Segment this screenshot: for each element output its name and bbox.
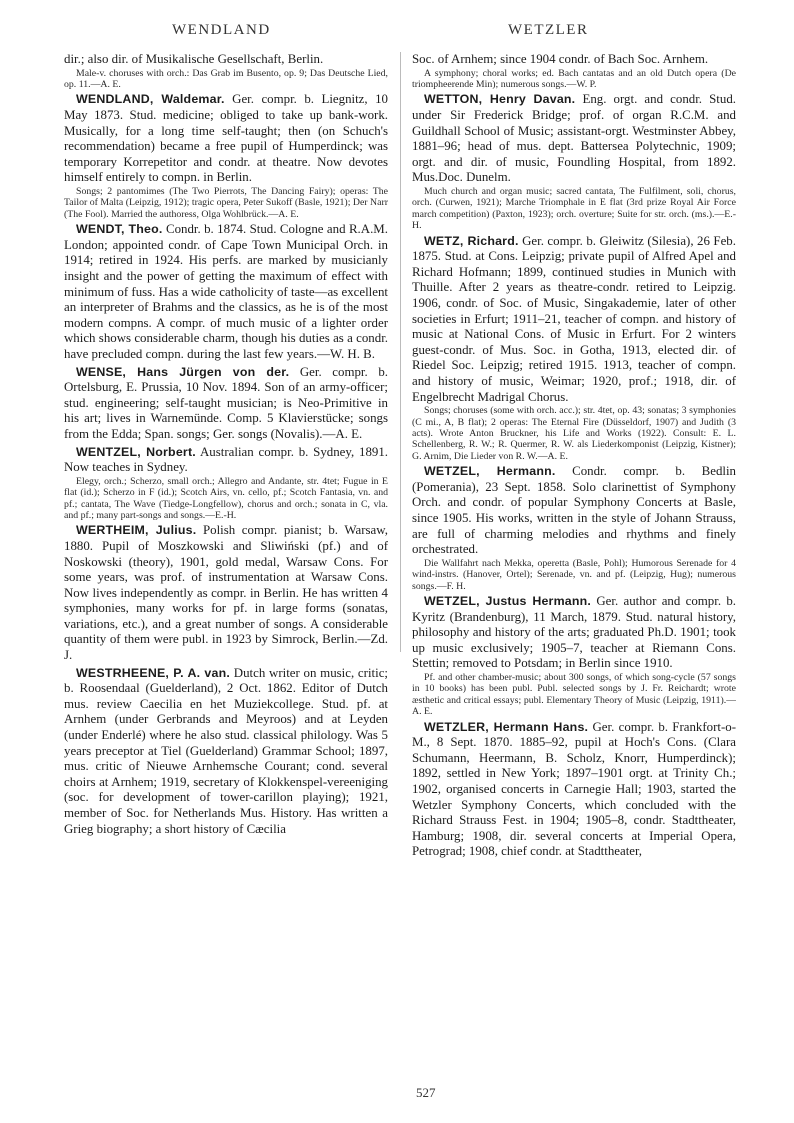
entry-body	[64, 92, 388, 186]
dictionary-entry	[64, 365, 388, 443]
entry-works: Much church and organ music; sacred cantata, The Fulfilment, soli, chorus, orch. (Curwen, 1921); Marche Triomphale in E flat (3rd prize Royal Air Force march competition) (Paxton, 1923); orch. overture; Suite for str. orch. (ms.).—E.-H.	[412, 185, 736, 232]
entry-works: Pf. and other chamber-music; about 300 songs, of which song-cycle (57 songs in 10 books) has been publ. Publ. selected songs by J. Fr. Reichardt; wrote æsthetic and critical essays; publ. Elementary Theory of Music (Leipzig, 1911).—A. E.	[412, 671, 736, 718]
entry-text: Ger. compr. b. Ortelsburg, E. Prussia, 10 Nov. 1894. Son of an army-officer; stud. engineering; self-taught musician; is Neo-Primitive in his art; lives in Warnemünde. Comp. 5 Klavierstücke; songs from the Edda; Span. songs; Ger. songs (Novalis).—A. E.	[64, 364, 388, 441]
entry-works: Elegy, orch.; Scherzo, small orch.; Allegro and Andante, str. 4tet; Fugue in E flat (id.); Scherzo in F (id.); Scotch Airs, vn. cello, pf.; Scotch Fantasia, vn. and pf.; cantata, The Wave (Tiedge-Longfellow), chorus and orch.; sonata in C, vla. and pf.; many part-songs and songs.—E.-H.	[64, 475, 388, 521]
entry-body	[64, 365, 388, 443]
running-head-right: WETZLER	[508, 22, 589, 38]
entry-works: Songs; choruses (some with orch. acc.); str. 4tet, op. 43; sonatas; 3 symphonies (C mi., A, B flat); 2 operas: The Eternal Fire (Düsseldorf, 1907) and Judith (3 acts). Wrote Anton Bruckner, his Life and Works (1922). Consult: E. L. Schellenberg, R. W.; R. Quermer, R. W. als Liederkomponist (Leipzig, Kistner); G. Arnim, Die Lieder von R. W.—A. E.	[412, 405, 736, 462]
dictionary-entry	[412, 464, 736, 592]
entry-headword: WENDLAND, Waldemar.	[76, 92, 225, 107]
entry-text: Ger. compr. b. Gleiwitz (Silesia), 26 Feb. 1875. Stud. at Cons. Leipzig; private pupil of Alfred Apel and Richard Hofmann; 1899, continued studies in Munich with Thuille. After 2 years as theatre-condr. retired to Leipzig. 1906, condr. of Soc. of Music, Singakademie, later of other societies in Erfurt; 1911–21, teacher of compn. and history of music at National Cons. of Music in Erfurt. For 2 winters guest-condr. of Mus. Soc. in Gotha, 1913, elected dir. of Riedel Soc. Leipzig; retired 1915. 1913, teacher of compn. and history of music, Weimar; 1920, prof.; 1918, dir. of Engelbrecht Madrigal Chorus.	[412, 233, 736, 404]
dictionary-entry	[64, 445, 388, 522]
entry-continuation	[412, 52, 736, 90]
entry-works: A symphony; choral works; ed. Bach cantatas and an old Dutch opera (De triomphеerende Min); numerous songs.—W. P.	[412, 67, 736, 90]
dictionary-entry	[412, 92, 736, 231]
entry-text: Condr. compr. b. Bedlin (Pomerania), 23 Sept. 1858. Solo clarinettist of Symphony Orch. and condr. of popular Symphony Concerts at Basle, since 1905. His works, written in the style of Johann Strauss, are full of charming melodies and rhythms and finely orchestrated.	[412, 464, 736, 557]
entry-text: dir.; also dir. of Musikalische Gesellschaft, Berlin.	[64, 52, 324, 66]
entry-body	[64, 222, 388, 362]
entry-text: Eng. orgt. and condr. Stud. under Sir Frederick Bridge; prof. of organ R.C.M. and Guildhall School of Music; assistant-orgt. Westminster Abbey, 1881–96; head of mus. dept. Battersea Polytechnic, 1909; orgt. and dir. of music, Foundling Hospital, from 1892. Mus.Doc. Dunelm.	[412, 92, 736, 185]
dictionary-entry	[412, 594, 736, 718]
dictionary-entry	[64, 92, 388, 220]
left-column	[64, 52, 388, 837]
entry-text: Australian compr. b. Sydney, 1891. Now teaches in Sydney.	[64, 444, 388, 475]
entry-body	[412, 52, 736, 68]
entry-text: Condr. b. 1874. Stud. Cologne and R.A.M. London; appointed condr. of Cape Town Municipal Orch. in 1914; retired in 1924. His perfs. are marked by musicianly insight and the power of getting the maximum of effect with minimum of fuss. Has a wide catholicity of taste—as excellent an interpreter of Brahms and the classics, as he is of the most modern compns. A compr. of much music of a lighter order which shows considerable charm, though his duties as a condr. have precluded compn. during the last few years.—W. H. B.	[64, 222, 388, 361]
entry-text: Ger. compr. b. Frankfort-o-M., 8 Sept. 1870. 1885–92, pupil at Hoch's Cons. (Clara Schumann, Heermann, B. Scholz, Knorr, Humperdinck); 1892, settled in New York; 1897–1901 orgt. at Trinity Ch.; 1902, organised concerts in Carnegie Hall; 1903, started the Wetzler Symphony Concerts, which concluded with the Richard Strauss Fest. in 1904; 1905–8, condr. Stadttheater, Hamburg; 1908, dir. several concerts at Imperial Opera, Petrograd; 1908, chief condr. at Stadttheater,	[412, 719, 736, 859]
entry-body	[64, 666, 388, 838]
column-divider	[400, 52, 401, 652]
entry-body	[412, 234, 736, 406]
entry-headword: WENDT, Theo.	[76, 222, 163, 237]
entry-body	[412, 92, 736, 186]
entry-works: Male-v. choruses with orch.: Das Grab im Busento, op. 9; Das Deutsche Lied, op. 11.—A. E.	[64, 67, 388, 90]
entry-headword: WETZEL, Hermann.	[424, 464, 556, 479]
dictionary-entry	[64, 523, 388, 663]
entry-text: Dutch writer on music, critic; b. Roosendaal (Guelderland), 2 Oct. 1862. Editor of Dutch mus. review Caecilia en het Muziekcollege. Stud. pf. at Arnhem (under Gerbrands and Meyroos) and at Leyden (under Enderlé) where he also stud. classical philology. Was 5 years preceptor at Tiel (Guelderland) Grammar School; 1897, mus. critic of Nieuwe Arnhemsche Courant; cond. several choirs at Arnhem; 1919, secretary of Klokkenspel-vereeniging (soc. for development of tower-carillon playing); 1921, member of Soc. for Netherlands Mus. History. Has written a Grieg biography; a short history of Cæcilia	[64, 665, 388, 836]
entry-headword: WERTHEIM, Julius.	[76, 523, 197, 538]
entry-text: Ger. compr. b. Liegnitz, 10 May 1873. Stud. medicine; obliged to take up bank-work. Musically, for a long time self-taught; then (on Schuch's recommendation) became a free pupil of Humperdinck; was temporary Korrepetitor and condr. at theatre. Now devotes himself entirely to compn. in Berlin.	[64, 92, 388, 185]
dictionary-entry	[412, 720, 736, 860]
entry-headword: WENSE, Hans Jürgen von der.	[76, 364, 290, 379]
entry-text: Soc. of Arnhem; since 1904 condr. of Bach Soc. Arnhem.	[412, 52, 709, 66]
page-number: 527	[416, 1085, 436, 1100]
entry-headword: WESTRHEENE, P. A. van.	[76, 665, 231, 680]
dictionary-entry	[64, 666, 388, 838]
entry-body	[412, 464, 736, 558]
right-column	[412, 52, 736, 860]
entry-text: Polish compr. pianist; b. Warsaw, 1880. Pupil of Moszkowski and Sliwiński (pf.) and of Noskowski (theory), 1901, gold medal, Warsaw Cons. For some years, was prof. of instrumentation at Warsaw Cons. Now lives independently as compr. in Berlin. He has written 4 symphonies, many works for pf. in large forms (sonatas, variations, etc.), and a great number of songs. A considerable quantity of them were publ. in 1923 by Simrock, Berlin.—Zd. J.	[64, 523, 388, 663]
entry-body	[64, 52, 388, 68]
entry-headword: WETZEL, Justus Hermann.	[424, 593, 592, 608]
entry-headword: WETZLER, Hermann Hans.	[424, 719, 589, 734]
entry-body	[412, 720, 736, 860]
entry-headword: WETZ, Richard.	[424, 233, 519, 248]
entry-headword: WETTON, Henry Davan.	[424, 92, 576, 107]
entry-body	[64, 523, 388, 663]
dictionary-entry	[412, 234, 736, 463]
entry-body	[412, 594, 736, 672]
dictionary-entry	[64, 222, 388, 362]
entry-body	[64, 445, 388, 476]
entry-works: Die Wallfahrt nach Mekka, operetta (Basle, Pohl); Humorous Serenade for 4 wind-instrs. (Hanover, Ortel); Serenade, vn. and pf. (Leipzig, Hug); numerous songs.—F. H.	[412, 557, 736, 592]
entry-works: Songs; 2 pantomimes (The Two Pierrots, The Dancing Fairy); operas: The Tailor of Malta (Leipzig, 1912); tragic opera, Peter Sukoff (Basle, 1921); Der Narr (The Fool). Married the authoress, Olga Wohlbrück.—A. E.	[64, 185, 388, 220]
running-head-left: WENDLAND	[172, 22, 271, 38]
entry-text: Ger. author and compr. b. Kyritz (Brandenburg), 11 March, 1879. Stud. natural history, philosophy and history of the arts; graduated Ph.D. 1901; took up music exclusively; 1905–7, teacher at Riemann Cons. Stettin; removed to Potsdam; in Berlin since 1910.	[412, 593, 736, 671]
entry-headword: WENTZEL, Norbert.	[76, 444, 196, 459]
entry-continuation	[64, 52, 388, 90]
